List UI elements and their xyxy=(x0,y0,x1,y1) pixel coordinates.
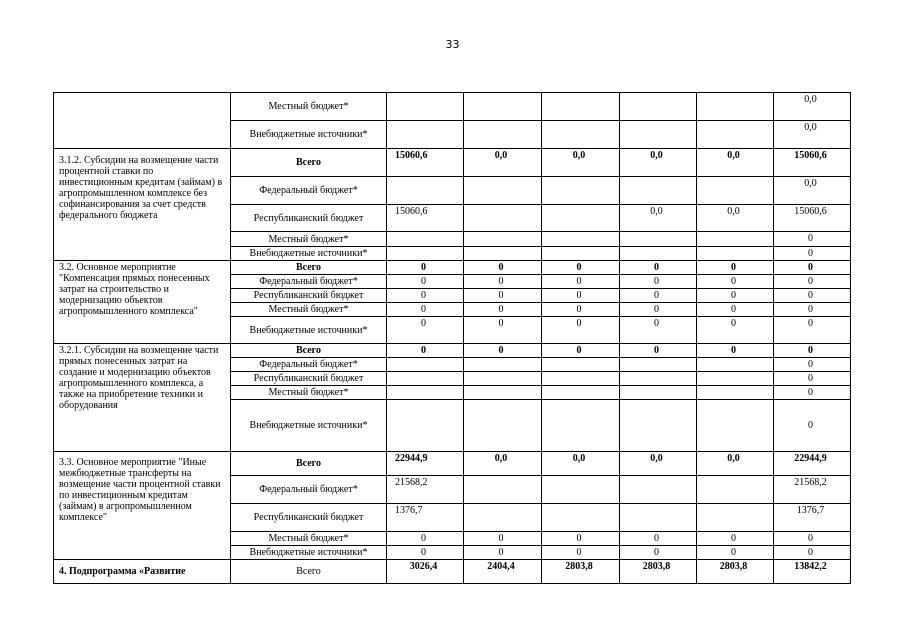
value-cell xyxy=(387,247,464,261)
value-cell: 0,0 xyxy=(774,93,851,121)
value-cell: 0 xyxy=(774,532,851,546)
source-cell: Местный бюджет* xyxy=(231,532,387,546)
value-cell xyxy=(620,177,697,205)
value-cell: 1376,7 xyxy=(387,504,464,532)
value-cell xyxy=(697,372,774,386)
value-cell xyxy=(697,93,774,121)
source-cell: Федеральный бюджет* xyxy=(231,358,387,372)
source-cell: Внебюджетные источники* xyxy=(231,546,387,560)
value-cell: 0 xyxy=(620,317,697,344)
source-cell: Федеральный бюджет* xyxy=(231,177,387,205)
table-row xyxy=(54,560,851,584)
desc-cell: 4. Подпрограмма «Развитие xyxy=(54,560,231,584)
value-cell xyxy=(697,386,774,400)
value-cell xyxy=(387,177,464,205)
source-cell: Внебюджетные источники* xyxy=(231,400,387,452)
value-cell: 0 xyxy=(464,303,542,317)
value-cell xyxy=(387,93,464,121)
value-cell: 22944,9 xyxy=(387,452,464,476)
value-cell: 0 xyxy=(774,247,851,261)
value-cell xyxy=(542,247,620,261)
value-cell xyxy=(542,232,620,247)
value-cell xyxy=(542,93,620,121)
value-cell: 0 xyxy=(774,261,851,275)
value-cell: 0 xyxy=(464,344,542,358)
desc-cell xyxy=(54,93,231,149)
value-cell xyxy=(387,386,464,400)
value-cell: 0 xyxy=(774,303,851,317)
value-cell: 0 xyxy=(542,289,620,303)
value-cell: 0 xyxy=(387,261,464,275)
source-cell: Всего xyxy=(231,149,387,177)
value-cell xyxy=(464,400,542,452)
source-cell: Всего xyxy=(231,344,387,358)
table-row xyxy=(54,93,851,121)
value-cell xyxy=(542,504,620,532)
value-cell: 0 xyxy=(774,386,851,400)
value-cell xyxy=(464,177,542,205)
value-cell xyxy=(620,386,697,400)
value-cell: 0 xyxy=(697,546,774,560)
value-cell: 0 xyxy=(774,232,851,247)
page-number: 33 xyxy=(445,38,460,51)
value-cell xyxy=(464,247,542,261)
value-cell: 0 xyxy=(464,532,542,546)
source-cell: Местный бюджет* xyxy=(231,303,387,317)
value-cell: 0 xyxy=(464,317,542,344)
value-cell: 0,0 xyxy=(464,149,542,177)
value-cell: 0,0 xyxy=(542,452,620,476)
value-cell: 0 xyxy=(620,532,697,546)
table-row xyxy=(54,149,851,177)
value-cell xyxy=(464,93,542,121)
value-cell: 0 xyxy=(542,532,620,546)
value-cell: 0 xyxy=(697,289,774,303)
value-cell: 0 xyxy=(774,546,851,560)
table-row xyxy=(54,344,851,358)
source-cell: Местный бюджет* xyxy=(231,93,387,121)
value-cell xyxy=(387,372,464,386)
value-cell: 0 xyxy=(542,303,620,317)
value-cell xyxy=(697,400,774,452)
desc-cell: 3.3. Основное мероприятие "Иные межбюджетные трансферты на возмещение части процентной ставки по инвестиционным кредитам (займам) в агропромышленном комплексе" xyxy=(54,452,231,560)
value-cell: 0 xyxy=(697,317,774,344)
value-cell: 0 xyxy=(387,317,464,344)
value-cell: 1376,7 xyxy=(774,504,851,532)
value-cell: 0 xyxy=(620,261,697,275)
value-cell: 0,0 xyxy=(620,205,697,232)
value-cell: 0 xyxy=(620,275,697,289)
value-cell: 0 xyxy=(774,358,851,372)
value-cell xyxy=(387,358,464,372)
value-cell: 0 xyxy=(542,317,620,344)
value-cell xyxy=(542,372,620,386)
value-cell: 2803,8 xyxy=(697,560,774,584)
value-cell: 0 xyxy=(542,546,620,560)
value-cell: 0 xyxy=(620,546,697,560)
value-cell: 15060,6 xyxy=(774,205,851,232)
source-cell: Федеральный бюджет* xyxy=(231,275,387,289)
value-cell: 0 xyxy=(542,275,620,289)
table-row xyxy=(54,452,851,476)
value-cell xyxy=(387,232,464,247)
value-cell: 0 xyxy=(697,275,774,289)
value-cell: 13842,2 xyxy=(774,560,851,584)
source-cell: Всего xyxy=(231,452,387,476)
value-cell: 0 xyxy=(774,400,851,452)
source-cell: Федеральный бюджет* xyxy=(231,476,387,504)
value-cell: 2803,8 xyxy=(542,560,620,584)
value-cell xyxy=(620,232,697,247)
value-cell: 15060,6 xyxy=(387,149,464,177)
value-cell xyxy=(387,400,464,452)
value-cell: 0 xyxy=(697,344,774,358)
value-cell: 0 xyxy=(387,532,464,546)
value-cell xyxy=(464,386,542,400)
value-cell: 0 xyxy=(542,344,620,358)
value-cell: 0 xyxy=(697,303,774,317)
value-cell xyxy=(464,358,542,372)
desc-cell: 3.2.1. Субсидии на возмещение части прямых понесенных затрат на создание и модернизацию объектов агропромышленного комплекса, а также на приобретение техники и оборудования xyxy=(54,344,231,452)
source-cell: Внебюджетные источники* xyxy=(231,247,387,261)
source-cell: Всего xyxy=(231,560,387,584)
value-cell: 0,0 xyxy=(620,149,697,177)
value-cell: 2404,4 xyxy=(464,560,542,584)
source-cell: Республиканский бюджет xyxy=(231,504,387,532)
value-cell xyxy=(620,400,697,452)
value-cell xyxy=(542,358,620,372)
value-cell: 0,0 xyxy=(774,177,851,205)
source-cell: Местный бюджет* xyxy=(231,232,387,247)
value-cell: 0 xyxy=(774,289,851,303)
value-cell xyxy=(464,372,542,386)
budget-table xyxy=(53,92,851,584)
value-cell: 22944,9 xyxy=(774,452,851,476)
value-cell: 21568,2 xyxy=(387,476,464,504)
value-cell xyxy=(697,247,774,261)
value-cell: 0 xyxy=(464,546,542,560)
value-cell xyxy=(542,177,620,205)
value-cell: 0,0 xyxy=(697,452,774,476)
value-cell: 0 xyxy=(620,289,697,303)
value-cell xyxy=(697,121,774,149)
desc-cell: 3.2. Основное мероприятие "Компенсация прямых понесенных затрат на строительство и модернизацию объектов агропромышленного комплекса" xyxy=(54,261,231,344)
value-cell: 0 xyxy=(774,372,851,386)
value-cell: 0 xyxy=(387,289,464,303)
value-cell xyxy=(697,232,774,247)
value-cell: 0 xyxy=(774,344,851,358)
value-cell xyxy=(620,476,697,504)
value-cell xyxy=(697,358,774,372)
value-cell xyxy=(620,504,697,532)
source-cell: Местный бюджет* xyxy=(231,386,387,400)
source-cell: Внебюджетные источники* xyxy=(231,121,387,149)
value-cell: 0,0 xyxy=(464,452,542,476)
table-row xyxy=(54,261,851,275)
value-cell xyxy=(620,372,697,386)
value-cell xyxy=(620,247,697,261)
value-cell: 0,0 xyxy=(697,205,774,232)
value-cell: 0 xyxy=(387,344,464,358)
value-cell: 0 xyxy=(774,317,851,344)
value-cell xyxy=(620,358,697,372)
value-cell xyxy=(542,386,620,400)
value-cell xyxy=(620,93,697,121)
value-cell xyxy=(542,205,620,232)
value-cell: 0,0 xyxy=(542,149,620,177)
source-cell: Республиканский бюджет xyxy=(231,205,387,232)
value-cell xyxy=(464,232,542,247)
source-cell: Республиканский бюджет xyxy=(231,372,387,386)
value-cell: 0 xyxy=(464,289,542,303)
desc-cell: 3.1.2. Субсидии на возмещение части процентной ставки по инвестиционным кредитам (займам) в агропромышленном комплексе без софинансирования за счет средств федерального бюджета xyxy=(54,149,231,261)
value-cell xyxy=(697,504,774,532)
value-cell: 2803,8 xyxy=(620,560,697,584)
source-cell: Внебюджетные источники* xyxy=(231,317,387,344)
value-cell: 0 xyxy=(620,344,697,358)
value-cell xyxy=(464,121,542,149)
value-cell: 0 xyxy=(697,261,774,275)
value-cell xyxy=(697,476,774,504)
value-cell: 0 xyxy=(620,303,697,317)
value-cell xyxy=(542,121,620,149)
source-cell: Всего xyxy=(231,261,387,275)
value-cell: 0 xyxy=(464,275,542,289)
value-cell: 0,0 xyxy=(620,452,697,476)
value-cell: 15060,6 xyxy=(387,205,464,232)
value-cell: 15060,6 xyxy=(774,149,851,177)
value-cell: 0,0 xyxy=(697,149,774,177)
value-cell xyxy=(542,476,620,504)
value-cell xyxy=(464,504,542,532)
value-cell xyxy=(464,205,542,232)
value-cell: 0 xyxy=(387,303,464,317)
value-cell xyxy=(697,177,774,205)
value-cell xyxy=(542,400,620,452)
value-cell: 0 xyxy=(387,546,464,560)
value-cell xyxy=(464,476,542,504)
value-cell: 0 xyxy=(697,532,774,546)
value-cell xyxy=(620,121,697,149)
value-cell: 3026,4 xyxy=(387,560,464,584)
value-cell: 0 xyxy=(774,275,851,289)
value-cell: 0 xyxy=(464,261,542,275)
value-cell: 0 xyxy=(387,275,464,289)
value-cell: 0 xyxy=(542,261,620,275)
value-cell: 0,0 xyxy=(774,121,851,149)
source-cell: Республиканский бюджет xyxy=(231,289,387,303)
value-cell xyxy=(387,121,464,149)
value-cell: 21568,2 xyxy=(774,476,851,504)
